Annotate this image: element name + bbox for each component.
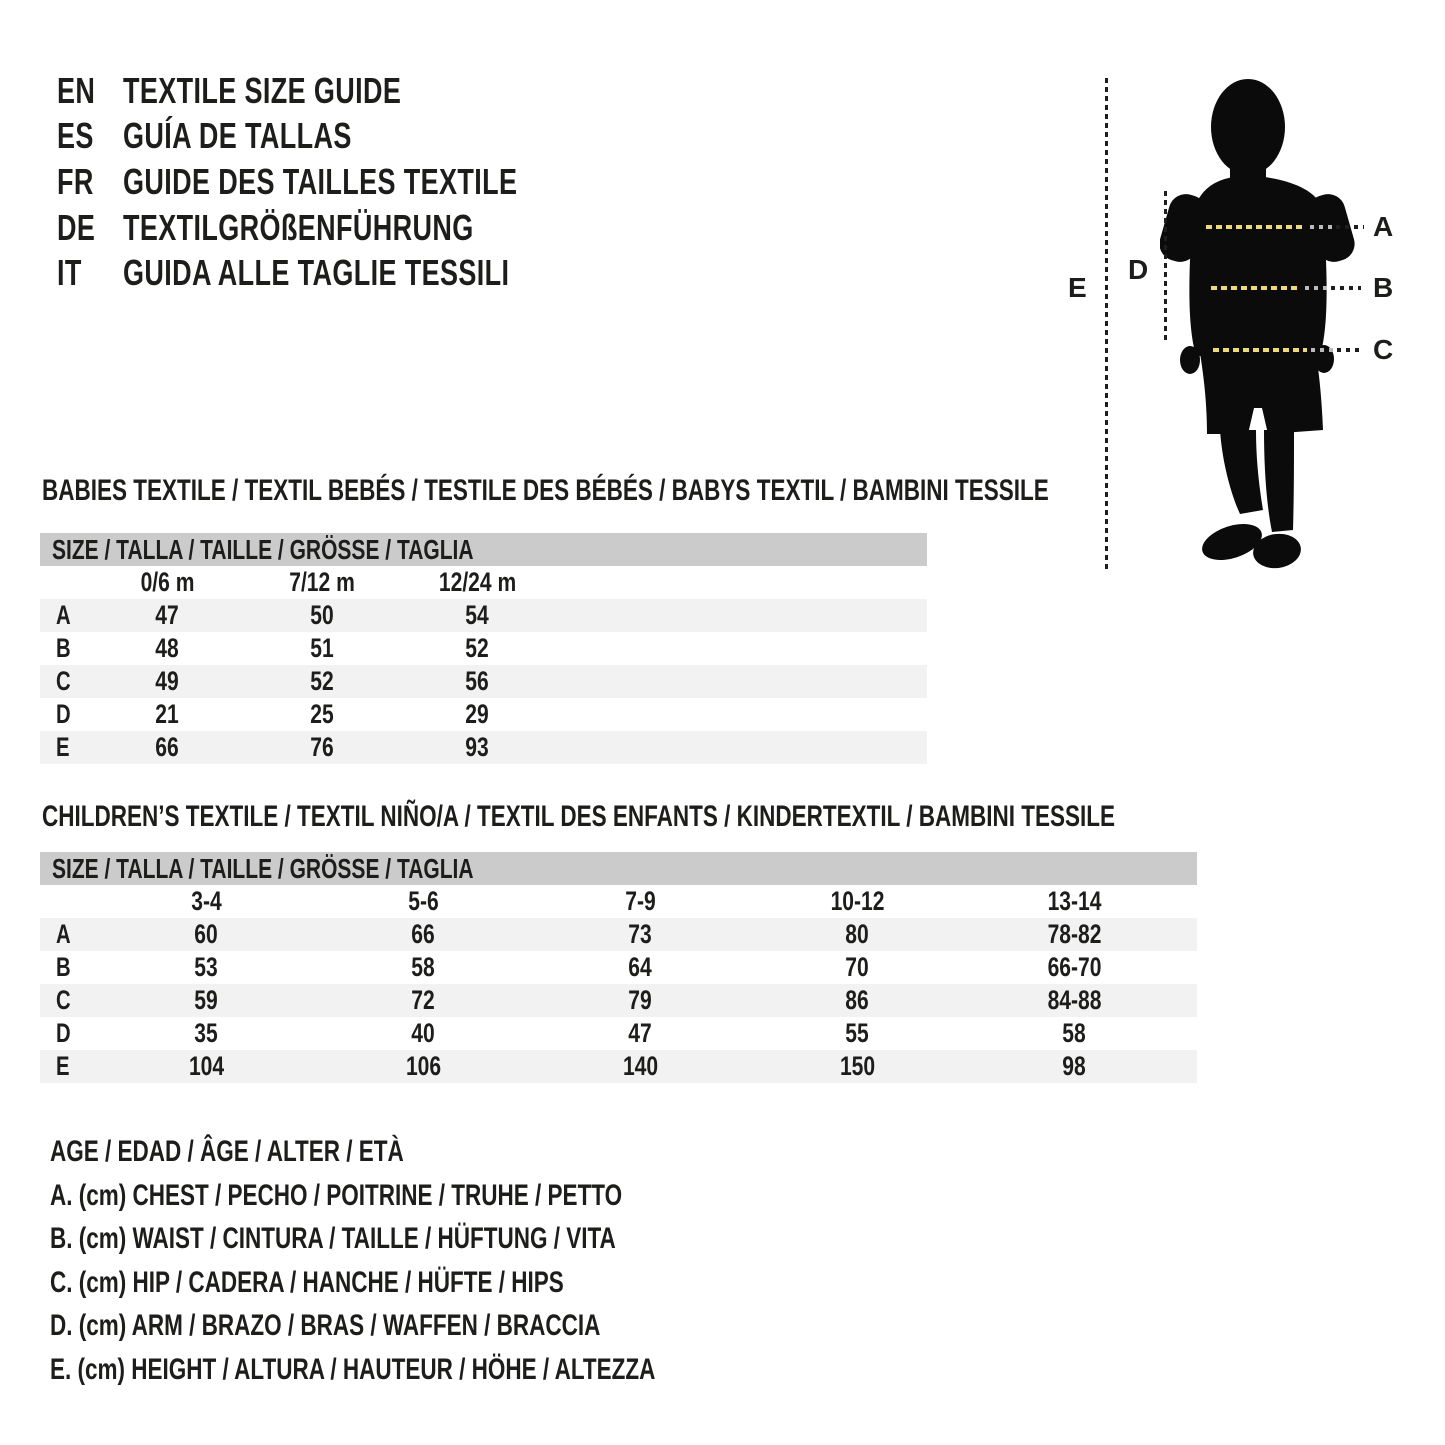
- legend-line: D. (cm) ARM / BRAZO / BRAS / WAFFEN / BRACCIA: [50, 1309, 601, 1343]
- table-row: C 59 72 79 86 84-88: [40, 984, 1197, 1017]
- child-silhouette: [1160, 60, 1445, 600]
- language-row: [57, 250, 649, 296]
- children-section-heading: CHILDREN’S TEXTILE / TEXTIL NIÑO/A / TEXTIL DES ENFANTS / KINDERTEXTIL / BAMBINI TESSILE: [42, 800, 1116, 833]
- row-label: C: [56, 666, 71, 696]
- column-header: 0/6 m: [140, 567, 195, 597]
- chest-measure-line-a-lead: [1336, 225, 1364, 229]
- measure-label-b: B: [1373, 272, 1394, 303]
- waist-measure-line-b: [1211, 286, 1301, 290]
- row-label: A: [56, 919, 71, 949]
- table-row: D 35 40 47 55 58: [40, 1017, 1197, 1050]
- hip-measure-line-c-lead: [1337, 348, 1364, 352]
- measure-label-d: D: [1128, 254, 1149, 285]
- column-header: 10-12: [830, 886, 885, 916]
- language-code: EN: [57, 69, 96, 111]
- row-label: B: [56, 633, 71, 663]
- guide-title: TEXTILGRÖßENFÜHRUNG: [123, 206, 474, 248]
- column-header: 5-6: [408, 886, 439, 916]
- column-header-row: [40, 566, 927, 599]
- table-row: E 66 76 93: [40, 731, 927, 764]
- measurement-legend: [50, 1130, 857, 1392]
- hip-measure-line-c: [1213, 348, 1307, 352]
- row-label: B: [56, 952, 71, 982]
- language-code: DE: [57, 206, 96, 248]
- guide-title: GUIDA ALLE TAGLIE TESSILI: [123, 252, 510, 294]
- legend-line: C. (cm) HIP / CADERA / HANCHE / HÜFTE / HIPS: [50, 1265, 564, 1299]
- table-row: B 53 58 64 70 66-70: [40, 951, 1197, 984]
- column-header-row: [40, 885, 1197, 918]
- row-label: D: [56, 699, 71, 729]
- language-header: [57, 68, 649, 296]
- row-label: C: [56, 985, 71, 1015]
- column-header: 13-14: [1047, 886, 1102, 916]
- row-label: D: [56, 1018, 71, 1048]
- language-code: IT: [57, 252, 82, 294]
- column-header: 7/12 m: [289, 567, 356, 597]
- measure-label-c: C: [1373, 334, 1394, 365]
- column-header: 12/24 m: [438, 567, 517, 597]
- guide-title: TEXTILE SIZE GUIDE: [123, 69, 402, 111]
- language-code: FR: [57, 160, 94, 202]
- column-header: 3-4: [191, 886, 222, 916]
- guide-title: GUIDE DES TAILLES TEXTILE: [123, 160, 518, 202]
- table-row: A 60 66 73 80 78-82: [40, 918, 1197, 951]
- size-header-bar: SIZE / TALLA / TAILLE / GRÖSSE / TAGLIA: [40, 533, 927, 566]
- language-row: [57, 205, 649, 251]
- size-header-bar: SIZE / TALLA / TAILLE / GRÖSSE / TAGLIA: [40, 852, 1197, 885]
- waist-measure-line-b-lead: [1331, 286, 1361, 290]
- chest-measure-line-a-fade: [1310, 225, 1334, 229]
- legend-line: B. (cm) WAIST / CINTURA / TAILLE / HÜFTUNG / VITA: [50, 1222, 616, 1256]
- table-row: E 104 106 140 150 98: [40, 1050, 1197, 1083]
- row-label: A: [56, 600, 71, 630]
- table-row: C 49 52 56: [40, 665, 927, 698]
- legend-line: A. (cm) CHEST / PECHO / POITRINE / TRUHE / PETTO: [50, 1178, 623, 1212]
- babies-size-table: [40, 533, 927, 764]
- legend-line: E. (cm) HEIGHT / ALTURA / HAUTEUR / HÖHE / ALTEZZA: [50, 1352, 656, 1386]
- table-row: B 48 51 52: [40, 632, 927, 665]
- column-header: 7-9: [625, 886, 656, 916]
- waist-measure-line-b-fade: [1305, 286, 1329, 290]
- table-row: D 21 25 29: [40, 698, 927, 731]
- babies-section-heading: BABIES TEXTILE / TEXTIL BEBÉS / TESTILE DES BÉBÉS / BABYS TEXTIL / BAMBINI TESSILE: [42, 474, 1049, 507]
- measure-label-e: E: [1068, 272, 1087, 303]
- guide-title: GUÍA DE TALLAS: [123, 115, 352, 157]
- legend-line: AGE / EDAD / ÂGE / ALTER / ETÀ: [50, 1135, 404, 1168]
- chest-measure-line-a: [1206, 225, 1306, 229]
- language-row: [57, 68, 649, 114]
- hip-measure-line-c-fade: [1311, 348, 1335, 352]
- row-label: E: [56, 1051, 70, 1081]
- arm-measure-line-d: [1164, 191, 1167, 342]
- language-code: ES: [57, 115, 94, 157]
- row-label: E: [56, 732, 70, 762]
- language-row: [57, 114, 649, 160]
- children-size-table: [40, 852, 1197, 1083]
- measure-label-a: A: [1373, 211, 1394, 242]
- language-row: [57, 159, 649, 205]
- table-row: A 47 50 54: [40, 599, 927, 632]
